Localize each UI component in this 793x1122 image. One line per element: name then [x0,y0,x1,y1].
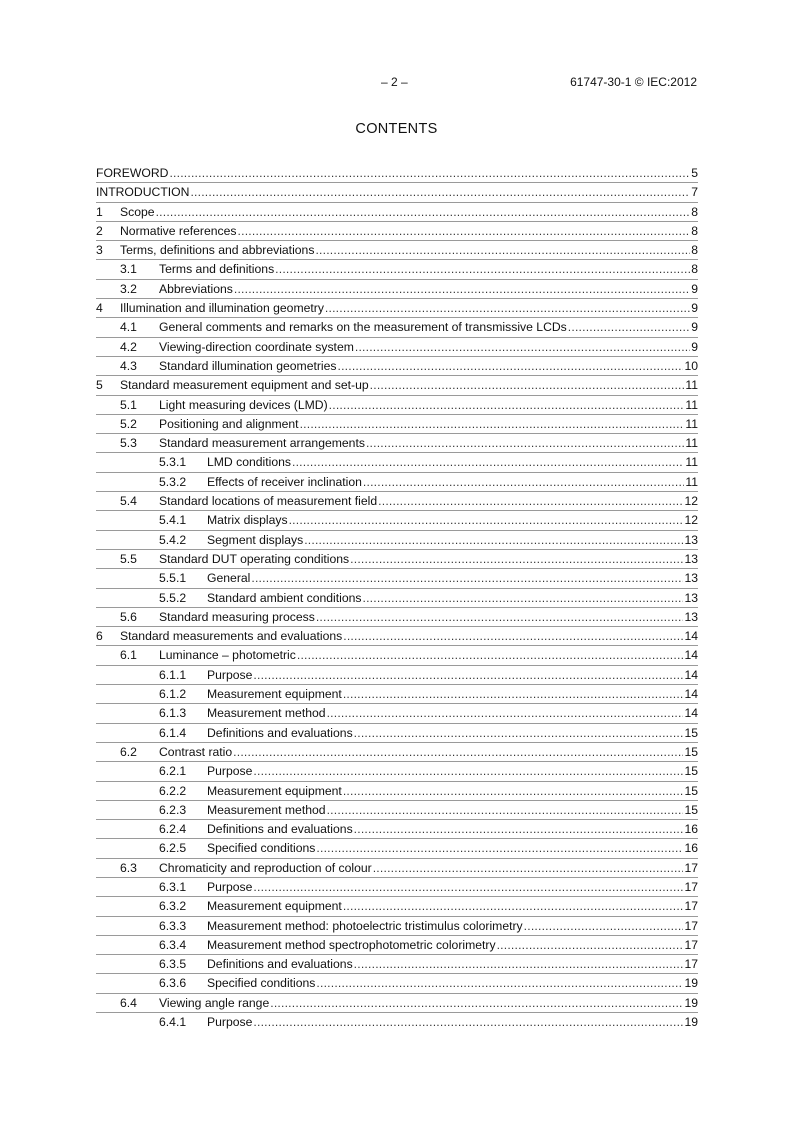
toc-entry[interactable] [96,183,698,202]
toc-page-number: 17 [684,957,698,972]
toc-dot-leader [253,666,683,685]
toc-section-title: Definitions and evaluations [207,725,353,740]
toc-entry[interactable] [96,569,698,588]
toc-section-title: Effects of receiver inclination [207,474,362,489]
toc-section-title: Measurement equipment [207,687,342,702]
toc-entry[interactable] [96,434,698,453]
toc-page-number: 11 [685,455,698,470]
toc-page-number: 8 [691,243,698,258]
toc-page-number: 17 [684,918,698,933]
toc-section-title: Standard measurement arrangements [159,436,365,451]
toc-section-number: 2 [96,223,103,238]
toc-entry[interactable] [96,511,698,530]
toc-section-number: 6.2.5 [159,841,187,856]
toc-section-number: 3.1 [120,262,137,277]
toc-section-title: Positioning and alignment [159,416,299,431]
toc-dot-leader [343,627,683,646]
toc-section-number: 1 [96,204,103,219]
toc-entry[interactable] [96,955,698,974]
toc-section-number: 5.3.1 [159,455,187,470]
toc-dot-leader [238,222,691,241]
toc-section-title: Contrast ratio [159,744,233,759]
toc-section-title: Standard measurements and evaluations [120,629,343,644]
toc-dot-leader [343,685,684,704]
toc-page-number: 14 [684,667,698,682]
toc-section-title: Standard DUT operating conditions [159,551,350,566]
toc-section-title: Measurement method [207,802,326,817]
toc-page-number: 7 [691,185,698,200]
toc-dot-leader [355,338,690,357]
toc-page-number: 9 [691,301,698,316]
toc-dot-leader [234,280,690,299]
contents-title: CONTENTS [355,121,438,137]
toc-section-title: Viewing angle range [159,995,270,1010]
toc-page-number: 13 [684,590,698,605]
toc-section-title: Segment displays [207,532,304,547]
toc-section-number: 5.6 [120,609,137,624]
toc-section-title: Measurement equipment [207,899,342,914]
toc-page-number: 11 [685,436,698,451]
toc-section-number: 6.1 [120,648,137,663]
toc-section-number: 5.2 [120,416,137,431]
toc-dot-leader [497,936,684,955]
toc-page-number: 19 [684,976,698,991]
toc-entry[interactable] [96,820,698,839]
toc-page-number: 15 [684,744,698,759]
toc-dot-leader [253,762,683,781]
toc-dot-leader [233,743,683,762]
page-number: – 2 – [381,75,408,89]
toc-entry[interactable] [96,357,698,376]
toc-dot-leader [169,164,690,183]
toc-page-number: 12 [684,513,698,528]
toc-page-number: 19 [684,1015,698,1030]
toc-dot-leader [315,241,690,260]
toc-entry[interactable] [96,897,698,916]
toc-section-number: 6.4.1 [159,1015,187,1030]
toc-section-number: 5.4.2 [159,532,187,547]
toc-dot-leader [343,897,684,916]
toc-section-title: Specified conditions [207,841,316,856]
toc-section-number: 5.5 [120,551,137,566]
toc-entry[interactable] [96,222,698,241]
toc-section-title: Standard measurement equipment and set-up [120,378,369,393]
toc-dot-leader [316,608,684,627]
toc-dot-leader [370,376,685,395]
toc-page-number: 16 [684,822,698,837]
toc-section-title: Specified conditions [207,976,316,991]
toc-entry[interactable] [96,531,698,550]
toc-page-number: 11 [685,474,698,489]
toc-entry[interactable] [96,164,698,183]
toc-section-title: Illumination and illumination geometry [120,301,324,316]
toc-page-number: 13 [684,532,698,547]
toc-dot-leader [156,203,691,222]
toc-entry[interactable] [96,318,698,337]
toc-section-number: 6.1.3 [159,706,187,721]
toc-page-number: 11 [685,416,698,431]
toc-entry[interactable] [96,338,698,357]
toc-section-title: FOREWORD [96,166,169,180]
toc-entry[interactable] [96,974,698,993]
toc-page-number: 17 [684,879,698,894]
toc-section-title: Purpose [207,879,253,894]
document-reference: 61747-30-1 © IEC:2012 [570,75,697,89]
toc-section-title: Viewing-direction coordinate system [159,339,354,354]
toc-dot-leader [325,299,690,318]
toc-section-number: 5.4 [120,494,137,509]
toc-section-number: 6.3 [120,860,137,875]
toc-entry[interactable] [96,724,698,743]
toc-dot-leader [350,550,683,569]
toc-section-number: 5.4.1 [159,513,187,528]
toc-page-number: 17 [684,937,698,952]
toc-entry[interactable] [96,646,698,665]
toc-section-title: Terms and definitions [159,262,275,277]
toc-entry[interactable] [96,994,698,1013]
toc-entry[interactable] [96,878,698,897]
toc-page-number: 13 [684,571,698,586]
toc-dot-leader [316,839,683,858]
toc-section-title: Purpose [207,667,253,682]
toc-entry[interactable] [96,839,698,858]
toc-section-title: INTRODUCTION [96,185,190,200]
toc-entry[interactable] [96,743,698,762]
toc-dot-leader [275,260,690,279]
toc-entry[interactable] [96,550,698,569]
toc-section-title: Standard locations of measurement field [159,494,378,509]
toc-section-title: Measurement equipment [207,783,342,798]
toc-entry[interactable] [96,203,698,222]
toc-dot-leader [354,724,684,743]
toc-dot-leader [292,453,684,472]
toc-section-title: Definitions and evaluations [207,822,353,837]
toc-dot-leader [524,917,684,936]
table-of-contents [96,164,698,1032]
toc-entry[interactable] [96,299,698,318]
toc-section-number: 4 [96,301,103,316]
toc-section-number: 6.3.2 [159,899,187,914]
toc-dot-leader [327,704,684,723]
toc-entry[interactable] [96,936,698,955]
toc-page-number: 5 [691,166,698,180]
toc-dot-leader [568,318,690,337]
toc-page-number: 14 [684,687,698,702]
toc-page-number: 9 [691,339,698,354]
toc-section-title: Terms, definitions and abbreviations [120,243,315,258]
toc-section-number: 5.1 [120,397,137,412]
toc-dot-leader [329,396,685,415]
toc-dot-leader [338,357,684,376]
toc-page-number: 9 [691,320,698,335]
toc-section-title: Normative references [120,223,237,238]
toc-section-number: 6.2.2 [159,783,187,798]
toc-section-number: 4.2 [120,339,137,354]
toc-entry[interactable] [96,260,698,279]
toc-section-title: Chromaticity and reproduction of colour [159,860,372,875]
toc-section-number: 6.2.3 [159,802,187,817]
toc-section-number: 5 [96,378,103,393]
toc-page-number: 8 [691,204,698,219]
toc-entry[interactable] [96,241,698,260]
toc-dot-leader [373,859,684,878]
toc-section-number: 6.1.1 [159,667,187,682]
toc-page-number: 14 [684,648,698,663]
toc-page-number: 15 [684,725,698,740]
toc-entry[interactable] [96,396,698,415]
toc-entry[interactable] [96,453,698,472]
toc-entry[interactable] [96,589,698,608]
toc-dot-leader [297,646,684,665]
toc-section-title: Definitions and evaluations [207,957,353,972]
toc-page-number: 10 [684,358,698,373]
toc-section-title: Purpose [207,1015,253,1030]
toc-dot-leader [270,994,683,1013]
toc-page-number: 15 [684,764,698,779]
toc-entry[interactable] [96,917,698,936]
toc-section-number: 6.2.4 [159,822,187,837]
toc-page-number: 13 [684,609,698,624]
toc-section-number: 6.3.5 [159,957,187,972]
toc-entry[interactable] [96,473,698,492]
toc-dot-leader [363,473,684,492]
toc-section-number: 6.1.4 [159,725,187,740]
toc-section-title: Purpose [207,764,253,779]
toc-page-number: 17 [684,860,698,875]
toc-section-title: General [207,571,251,586]
page-header [0,75,793,93]
toc-section-number: 4.3 [120,358,137,373]
toc-section-title: Standard ambient conditions [207,590,362,605]
toc-section-title: Standard measuring process [159,609,315,624]
toc-dot-leader [316,974,683,993]
toc-section-number: 6.2.1 [159,764,187,779]
toc-page-number: 16 [684,841,698,856]
toc-dot-leader [304,531,683,550]
toc-dot-leader [362,589,683,608]
toc-dot-leader [366,434,684,453]
toc-dot-leader [190,183,690,202]
toc-section-number: 3 [96,243,103,258]
toc-section-title: Measurement method [207,706,326,721]
toc-dot-leader [253,1013,683,1032]
toc-entry[interactable] [96,859,698,878]
toc-entry[interactable] [96,627,698,646]
toc-section-title: Standard illumination geometries [159,358,337,373]
toc-dot-leader [343,782,684,801]
toc-section-title: Measurement method: photoelectric tristimulus colorimetry [207,918,523,933]
toc-entry[interactable] [96,376,698,395]
toc-dot-leader [354,955,684,974]
toc-entry[interactable] [96,762,698,781]
toc-page-number: 13 [684,551,698,566]
toc-section-number: 6.1.2 [159,687,187,702]
toc-page-number: 11 [685,378,698,393]
toc-section-title: Light measuring devices (LMD) [159,397,328,412]
toc-dot-leader [354,820,684,839]
toc-section-number: 6.3.3 [159,918,187,933]
toc-section-number: 5.5.2 [159,590,187,605]
toc-section-title: Scope [120,204,155,219]
toc-section-number: 6.4 [120,995,137,1010]
toc-page-number: 17 [684,899,698,914]
toc-entry[interactable] [96,608,698,627]
toc-section-title: Abbreviations [159,281,233,296]
toc-entry[interactable] [96,492,698,511]
toc-section-number: 5.3.2 [159,474,187,489]
toc-page-number: 14 [684,629,698,644]
toc-section-number: 6 [96,629,103,644]
toc-dot-leader [300,415,685,434]
toc-section-title: Measurement method spectrophotometric colorimetry [207,937,496,952]
toc-section-number: 6.3.6 [159,976,187,991]
toc-section-number: 6.3.1 [159,879,187,894]
toc-section-number: 3.2 [120,281,137,296]
toc-entry[interactable] [96,801,698,820]
toc-dot-leader [327,801,684,820]
toc-page-number: 14 [684,706,698,721]
toc-page-number: 19 [684,995,698,1010]
toc-section-number: 6.3.4 [159,937,187,952]
toc-section-title: Matrix displays [207,513,288,528]
toc-page-number: 9 [691,281,698,296]
toc-entry[interactable] [96,782,698,801]
toc-dot-leader [253,878,683,897]
toc-page-number: 8 [691,223,698,238]
toc-page-number: 15 [684,783,698,798]
toc-page-number: 15 [684,802,698,817]
toc-entry[interactable] [96,1013,698,1032]
toc-entry[interactable] [96,704,698,723]
toc-section-number: 6.2 [120,744,137,759]
toc-section-title: LMD conditions [207,455,291,470]
toc-dot-leader [251,569,683,588]
toc-section-title: General comments and remarks on the measurement of transmissive LCDs [159,320,567,335]
toc-dot-leader [289,511,684,530]
toc-entry[interactable] [96,415,698,434]
toc-page-number: 11 [685,397,698,412]
toc-section-title: Luminance – photometric [159,648,296,663]
toc-section-number: 5.5.1 [159,571,187,586]
toc-entry[interactable] [96,280,698,299]
toc-page-number: 8 [691,262,698,277]
toc-page-number: 12 [684,494,698,509]
toc-entry[interactable] [96,666,698,685]
toc-entry[interactable] [96,685,698,704]
toc-dot-leader [378,492,683,511]
toc-section-number: 4.1 [120,320,137,335]
toc-section-number: 5.3 [120,436,137,451]
